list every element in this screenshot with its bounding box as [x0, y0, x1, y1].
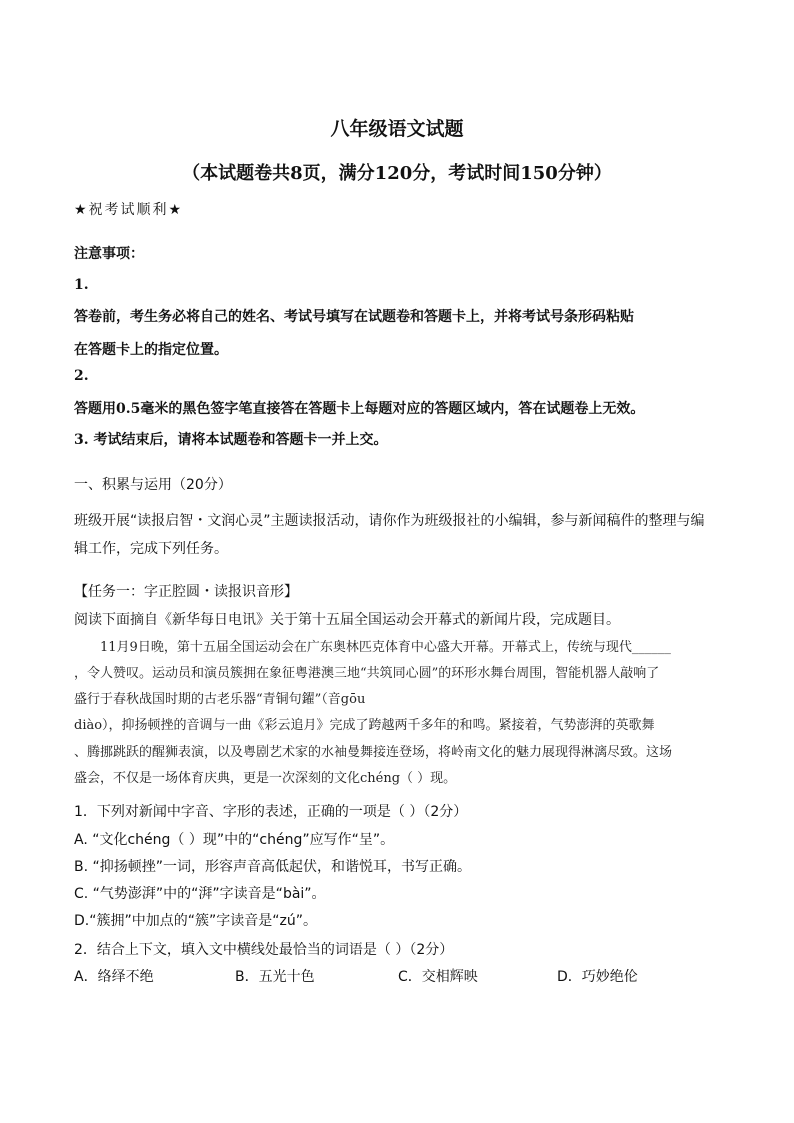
notice-item-2-line-1: 答题用0.5毫米的黑色签字笔直接答在答题卡上每题对应的答题区域内，答在试题卷上无效。 [74, 401, 645, 417]
question-2-option-c: C．交相辉映 [398, 969, 478, 985]
blessing-text: ★祝考试顺利★ [74, 202, 184, 218]
news-excerpt-line-6: 盛会，不仅是一场体育庆典，更是一次深刻的文化chéng（ ）现。 [74, 771, 457, 786]
section-1-heading: 一、积累与运用（20分） [74, 477, 232, 493]
news-excerpt-line-3: 盛行于春秋战国时期的古老乐器“青铜句鑃”（音gōu [74, 692, 366, 707]
news-excerpt-line-2: ，令人赞叹。运动员和演员簇拥在象征粤港澳三地“共筑同心圆”的环形水舞台周围，智能机器人敲响了 [74, 666, 660, 681]
exam-title: 八年级语文试题 [330, 118, 464, 140]
news-excerpt-line-4: diào），抑扬顿挫的音调与一曲《彩云追月》完成了跨越两千多年的和鸣。紧接着，气势澎湃的英歌舞 [74, 718, 655, 733]
notice-item-3: 3. 考试结束后，请将本试题卷和答题卡一并上交。 [74, 432, 388, 448]
news-excerpt-line-5: 、腾挪跳跃的醒狮表演，以及粤剧艺术家的水袖曼舞接连登场，将岭南文化的魅力展现得淋漓尽致。这场 [74, 745, 673, 760]
notice-item-2-number: 2. [74, 368, 89, 384]
notice-item-1-line-1: 答卷前，考生务必将自己的姓名、考试号填写在试题卷和答题卡上，并将考试号条形码粘贴 [74, 309, 634, 325]
question-1-option-d: D.“簇拥”中加点的“簇”字读音是“zú”。 [74, 913, 317, 929]
question-1-option-a: A. “文化chéng（ ）现”中的“chéng”应写作“呈”。 [74, 832, 395, 848]
notice-item-1-number: 1. [74, 277, 89, 293]
question-2-option-d: D．巧妙绝伦 [557, 969, 638, 985]
question-1-option-c: C. “气势澎湃”中的“湃”字读音是“bài”。 [74, 886, 326, 902]
exam-subtitle: （本试题卷共8页，满分120分，考试时间150分钟） [182, 163, 612, 184]
notice-heading: 注意事项： [74, 246, 144, 262]
question-2-option-a: A．络绎不绝 [74, 969, 154, 985]
notice-item-1-line-2: 在答题卡上的指定位置。 [74, 342, 228, 358]
question-2-option-b: B．五光十色 [235, 969, 315, 985]
question-2-stem: 2．结合上下文，填入文中横线处最恰当的词语是（ ）（2分） [74, 942, 454, 958]
question-1-option-b: B. “抑扬顿挫”一词，形容声音高低起伏，和谐悦耳，书写正确。 [74, 859, 472, 875]
section-1-intro-line-1: 班级开展“读报启智・文润心灵”主题读报活动，请你作为班级报社的小编辑，参与新闻稿件的整理与编 [74, 513, 705, 529]
section-1-intro-line-2: 辑工作，完成下列任务。 [74, 541, 228, 557]
task-1-instruction: 阅读下面摘自《新华每日电讯》关于第十五届全国运动会开幕式的新闻片段，完成题目。 [74, 612, 620, 628]
question-1-stem: 1．下列对新闻中字音、字形的表述，正确的一项是（ ）（2分） [74, 804, 468, 820]
task-1-heading: 【任务一：字正腔圆・读报识音形】 [74, 584, 298, 600]
news-excerpt-line-1: 11月9日晚，第十五届全国运动会在广东奥林匹克体育中心盛大开幕。开幕式上，传统与现代______ [100, 640, 671, 655]
